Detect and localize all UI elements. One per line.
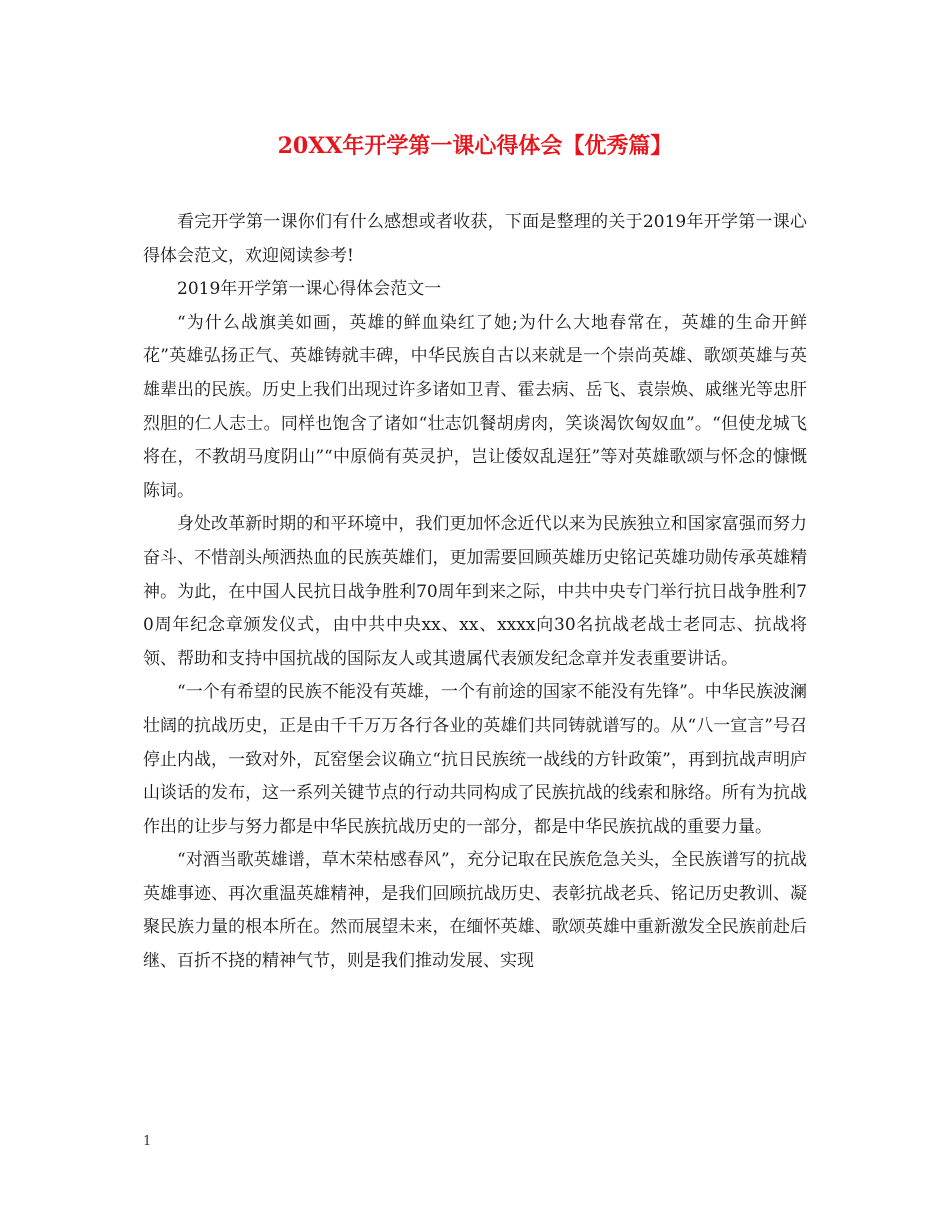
body-paragraph: “一个有希望的民族不能没有英雄，一个有前途的国家不能没有先锋”。中华民族波澜壮阔的抗战历史，正是由千千万万各行各业的英雄们共同铸就谱写的。从“八一宣言”号召停止内战，一致对外，瓦窑堡会议确立“抗日民族统一战线的方针政策”，再到抗战声明庐山谈话的发布，这一系列关键节点的行动共同构成了民族抗战的线索和脉络。所有为抗战作出的让步与努力都是中华民族抗战历史的一部分，都是中华民族抗战的重要力量。 bbox=[143, 682, 807, 837]
body-paragraph: “为什么战旗美如画，英雄的鲜血染红了她;为什么大地春常在，英雄的生命开鲜花”英雄弘扬正气、英雄铸就丰碑，中华民族自古以来就是一个崇尚英雄、歌颂英雄与英雄辈出的民族。历史上我们出现过许多诸如卫青、霍去病、岳飞、袁崇焕、戚继光等忠肝烈胆的仁人志士。同样也饱含了诸如“壮志饥餐胡虏肉，笑谈渴饮匈奴血”。“但使龙城飞将在，不教胡马度阴山”“中原倘有英灵护，岂让倭奴乱逞狂”等对英雄歌颂与怀念的慷慨陈词。 bbox=[143, 312, 807, 501]
intro-paragraph: 看完开学第一课你们有什么感想或者收获，下面是整理的关于2019年开学第一课心得体会范文，欢迎阅读参考! bbox=[143, 212, 807, 266]
document-title: 20XX年开学第一课心得体会【优秀篇】 bbox=[277, 133, 673, 159]
document-body bbox=[143, 206, 807, 979]
section-heading: 2019年开学第一课心得体会范文一 bbox=[177, 279, 442, 300]
page-number: 1 bbox=[143, 1134, 152, 1149]
body-paragraph: 身处改革新时期的和平环境中，我们更加怀念近代以来为民族独立和国家富强而努力奋斗、不惜剖头颅洒热血的民族英雄们，更加需要回顾英雄历史铭记英雄功勋传承英雄精神。为此，在中国人民抗日战争胜利70周年到来之际，中共中央专门举行抗日战争胜利70周年纪念章颁发仪式，由中共中央xx、xx、xxxx向30名抗战老战士老同志、抗战将领、帮助和支持中国抗战的国际友人或其遗属代表颁发纪念章并发表重要讲话。 bbox=[143, 514, 807, 669]
body-paragraph: “对酒当歌英雄谱，草木荣枯感春风”，充分记取在民族危急关头，全民族谱写的抗战英雄事迹、再次重温英雄精神，是我们回顾抗战历史、表彰抗战老兵、铭记历史教训、凝聚民族力量的根本所在。然而展望未来，在缅怀英雄、歌颂英雄中重新激发全民族前赴后继、百折不挠的精神气节，则是我们推动发展、实现 bbox=[143, 850, 807, 972]
